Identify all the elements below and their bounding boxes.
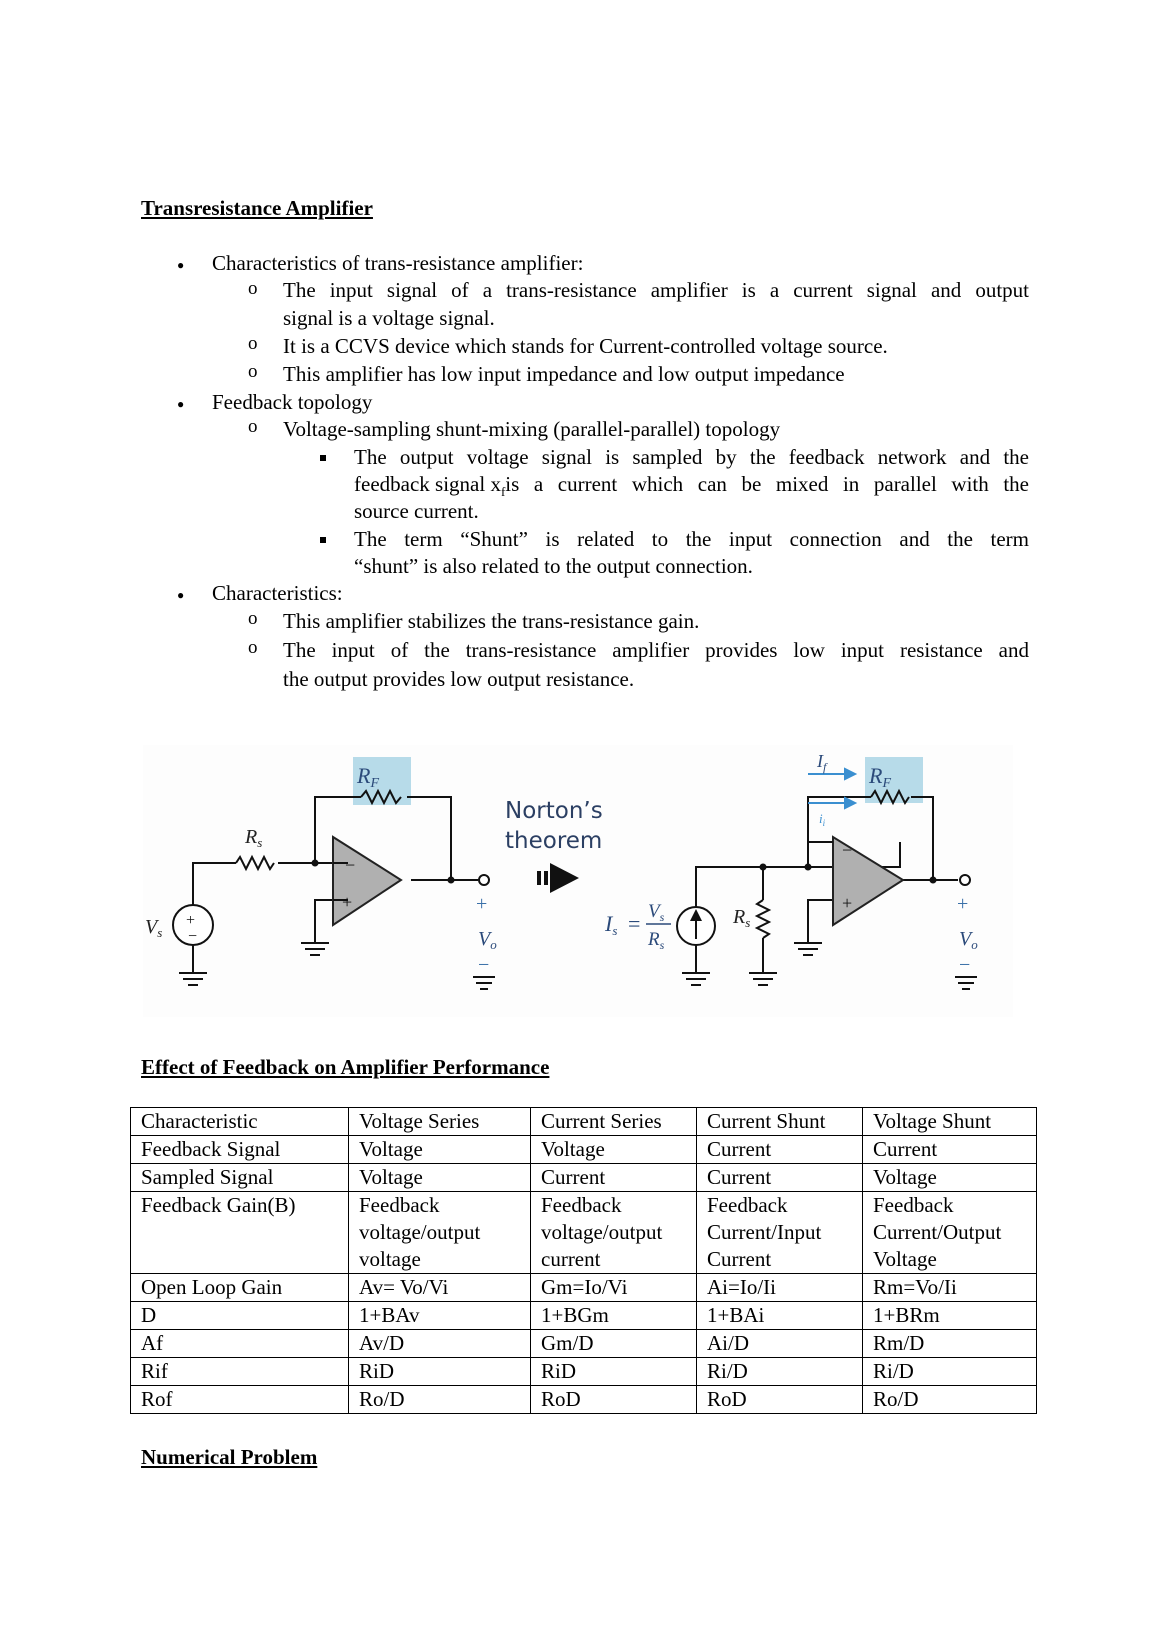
list-item-text: “shunt” is also related to the output connection. bbox=[354, 554, 753, 578]
label-is bbox=[604, 911, 617, 938]
list-item-text: It is a CCVS device which stands for Current-controlled voltage source. bbox=[283, 334, 888, 358]
label-rs-right bbox=[732, 906, 750, 930]
table-header-cell: Characteristic bbox=[131, 1108, 349, 1136]
text-run: feedback signal x bbox=[354, 472, 501, 496]
label-sub: s bbox=[659, 938, 665, 952]
table-header-cell: Voltage Shunt bbox=[863, 1108, 1037, 1136]
table-cell: Current bbox=[697, 1136, 863, 1164]
table-cell: Av/D bbox=[349, 1330, 531, 1358]
feedback-comparison-table bbox=[130, 1107, 1037, 1414]
bullet-dot: ● bbox=[177, 397, 185, 411]
table-cell: Current bbox=[697, 1164, 863, 1192]
bullet-feedback-topology: Feedback topology bbox=[212, 390, 373, 414]
label-sub: f bbox=[823, 760, 827, 774]
table-cell: Feedback Gain(B) bbox=[131, 1192, 349, 1274]
list-item-text: signal is a voltage signal. bbox=[283, 306, 495, 330]
table-cell: Ro/D bbox=[349, 1386, 531, 1414]
opamp-plus: + bbox=[342, 892, 353, 912]
table-header-cell: Current Series bbox=[531, 1108, 697, 1136]
table-body bbox=[131, 1108, 1037, 1414]
table-cell: Ai=Io/Ii bbox=[697, 1274, 863, 1302]
table-cell: RoD bbox=[531, 1386, 697, 1414]
bullet-characteristics-2: Characteristics: bbox=[212, 581, 343, 605]
table-cell: Rm/D bbox=[863, 1330, 1037, 1358]
norton-label-line1: Norton’s bbox=[505, 798, 603, 824]
table-cell: Ri/D bbox=[697, 1358, 863, 1386]
table-cell: Gm=Io/Vi bbox=[531, 1274, 697, 1302]
subscript: f bbox=[500, 484, 506, 500]
label-text: V bbox=[145, 916, 158, 938]
vo-minus-right: − bbox=[959, 954, 971, 976]
table-cell: Ro/D bbox=[863, 1386, 1037, 1414]
label-text: V bbox=[478, 928, 491, 950]
vo-minus-left: − bbox=[478, 954, 490, 976]
label-sub: s bbox=[659, 910, 665, 924]
table-cell: Rm=Vo/Ii bbox=[863, 1274, 1037, 1302]
table-cell: Voltage bbox=[349, 1164, 531, 1192]
label-sub: o bbox=[971, 937, 978, 952]
text-run: is a current which can be mixed in parallel with the bbox=[505, 472, 1029, 496]
list-item-text: the output provides low output resistance. bbox=[283, 667, 635, 691]
resistor-rs-right bbox=[757, 900, 769, 938]
list-item-text: source current. bbox=[354, 499, 479, 523]
label-sub: F bbox=[882, 776, 892, 791]
table-cell: RiD bbox=[349, 1358, 531, 1386]
table-cell: Voltage bbox=[531, 1136, 697, 1164]
list-item-text: This amplifier has low input impedance and low output impedance bbox=[283, 362, 845, 386]
label-sub: s bbox=[257, 835, 263, 850]
label-equals: = bbox=[628, 911, 641, 936]
table-cell: Current bbox=[531, 1164, 697, 1192]
label-vo-right bbox=[959, 928, 978, 952]
label-text: I bbox=[817, 751, 823, 771]
label-text: i bbox=[819, 811, 823, 826]
table-row bbox=[131, 1386, 1037, 1414]
label-text: V bbox=[959, 928, 972, 950]
resistor-rs-left bbox=[236, 857, 274, 869]
label-sub: s bbox=[157, 925, 163, 940]
current-arrows bbox=[808, 769, 855, 808]
list-item-text: This amplifier stabilizes the trans-resistance gain. bbox=[283, 609, 700, 633]
list-item-text: The term “Shunt” is related to the input connection and the term bbox=[354, 527, 1029, 551]
label-text: R bbox=[357, 763, 371, 788]
table-cell: 1+BAv bbox=[349, 1302, 531, 1330]
vs-minus: − bbox=[188, 928, 198, 945]
opamp-right-minus: − bbox=[842, 840, 853, 860]
label-sub: s bbox=[612, 923, 618, 938]
label-sub: i bbox=[822, 818, 826, 828]
table-row bbox=[131, 1302, 1037, 1330]
table-cell: Rif bbox=[131, 1358, 349, 1386]
label-text: R bbox=[869, 763, 883, 788]
bullet-dot: ● bbox=[177, 258, 185, 272]
opamp-minus: − bbox=[345, 855, 356, 875]
sub-bullet-circle: o bbox=[248, 278, 258, 299]
label-vs-left bbox=[145, 916, 162, 940]
label-text: R bbox=[245, 826, 258, 848]
vs-plus: + bbox=[186, 912, 196, 929]
table-header-row bbox=[131, 1108, 1037, 1136]
table-cell: Ai/D bbox=[697, 1330, 863, 1358]
sub-bullet-circle: o bbox=[248, 333, 258, 354]
vo-plus-left: + bbox=[476, 893, 488, 915]
label-text: R bbox=[733, 906, 746, 928]
table-cell: Sampled Signal bbox=[131, 1164, 349, 1192]
norton-circuit-figure bbox=[143, 745, 1013, 1017]
table-cell: Feedback Current/Output Voltage bbox=[863, 1192, 1037, 1274]
label-text: R bbox=[648, 929, 660, 950]
table-row bbox=[131, 1330, 1037, 1358]
label-sub: F bbox=[370, 776, 380, 791]
list-item-text: Voltage-sampling shunt-mixing (parallel-parallel) topology bbox=[283, 417, 781, 441]
sub-bullet-circle: o bbox=[248, 637, 258, 658]
list-item-text: The input of the trans-resistance amplifier provides low input resistance and bbox=[283, 638, 1029, 662]
opamp-right-plus: + bbox=[842, 893, 853, 913]
table-row bbox=[131, 1192, 1037, 1274]
arrow-right-icon bbox=[537, 863, 579, 893]
section-heading-transresistance: Transresistance Amplifier bbox=[141, 196, 373, 220]
table-row bbox=[131, 1136, 1037, 1164]
table-cell: Feedback voltage/output voltage bbox=[349, 1192, 531, 1274]
table-cell: Gm/D bbox=[531, 1330, 697, 1358]
table-cell: 1+BRm bbox=[863, 1302, 1037, 1330]
table-cell: D bbox=[131, 1302, 349, 1330]
label-text: I bbox=[605, 911, 613, 936]
section-heading-numerical-problem: Numerical Problem bbox=[141, 1445, 318, 1469]
circuit-diagram bbox=[143, 745, 1013, 1017]
list-item-text: The input signal of a trans-resistance amplifier is a current signal and output bbox=[283, 278, 1029, 302]
label-vo-left bbox=[478, 928, 497, 952]
sub-bullet-circle: o bbox=[248, 416, 258, 437]
table-cell: 1+BGm bbox=[531, 1302, 697, 1330]
label-fraction-num bbox=[648, 901, 665, 924]
sub-bullet-circle: o bbox=[248, 361, 258, 382]
label-sub: o bbox=[490, 937, 497, 952]
label-text: V bbox=[648, 901, 660, 922]
table-row bbox=[131, 1164, 1037, 1192]
vo-plus-right: + bbox=[957, 893, 969, 915]
table-row bbox=[131, 1358, 1037, 1386]
section-heading-effect-of-feedback: Effect of Feedback on Amplifier Performance bbox=[141, 1055, 550, 1079]
table-row bbox=[131, 1274, 1037, 1302]
table-cell: Ri/D bbox=[863, 1358, 1037, 1386]
label-rs-left bbox=[244, 826, 262, 850]
table-cell: Feedback Current/Input Current bbox=[697, 1192, 863, 1274]
table-cell: Voltage bbox=[349, 1136, 531, 1164]
sub-bullet-circle: o bbox=[248, 608, 258, 629]
norton-label-line2: theorem bbox=[505, 828, 603, 854]
table-cell: 1+BAi bbox=[697, 1302, 863, 1330]
label-if bbox=[816, 751, 828, 774]
label-ii bbox=[819, 811, 826, 828]
table-cell: Av= Vo/Vi bbox=[349, 1274, 531, 1302]
sub-sub-bullet-square bbox=[320, 455, 326, 461]
list-item-text: The output voltage signal is sampled by the feedback network and the bbox=[354, 445, 1029, 469]
table-cell: RoD bbox=[697, 1386, 863, 1414]
bullet-characteristics: Characteristics of trans-resistance amplifier: bbox=[212, 251, 584, 275]
table-cell: Open Loop Gain bbox=[131, 1274, 349, 1302]
table-cell: Feedback Signal bbox=[131, 1136, 349, 1164]
sub-sub-bullet-square bbox=[320, 537, 326, 543]
table-cell: Af bbox=[131, 1330, 349, 1358]
table-cell: RiD bbox=[531, 1358, 697, 1386]
bullet-dot: ● bbox=[177, 588, 185, 602]
table-header-cell: Current Shunt bbox=[697, 1108, 863, 1136]
table-cell: Voltage bbox=[863, 1164, 1037, 1192]
label-fraction-den bbox=[647, 929, 665, 952]
table-cell: Feedback voltage/output current bbox=[531, 1192, 697, 1274]
table-header-cell: Voltage Series bbox=[349, 1108, 531, 1136]
table-cell: Current bbox=[863, 1136, 1037, 1164]
table-cell: Rof bbox=[131, 1386, 349, 1414]
label-sub: s bbox=[745, 915, 751, 930]
